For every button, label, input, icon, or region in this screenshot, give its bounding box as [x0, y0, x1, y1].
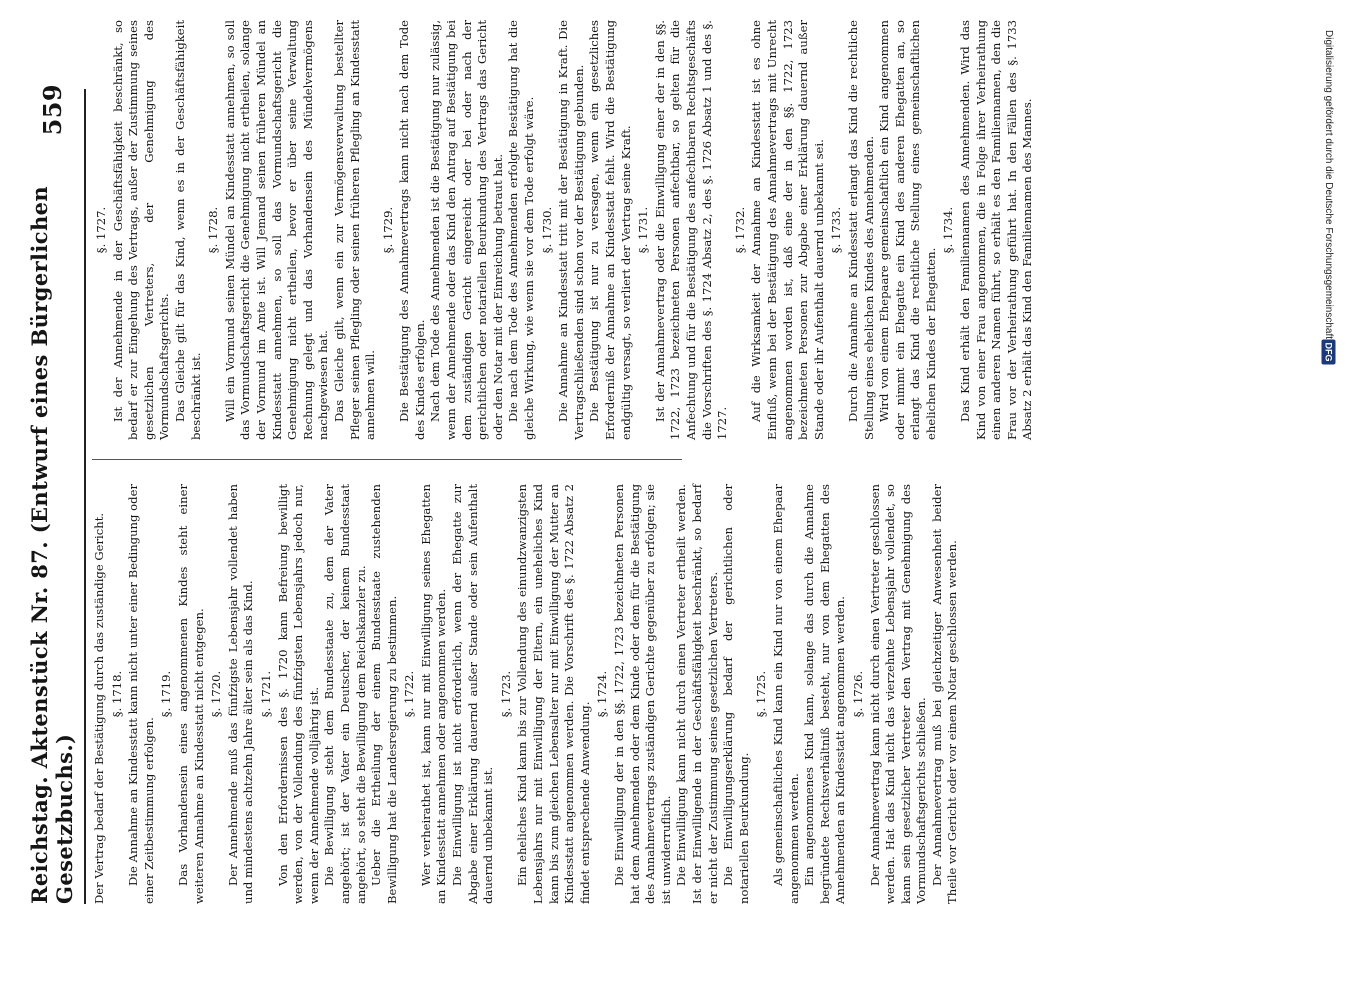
paragraph: Der Vertrag bedarf der Bestätigung durch das zuständige Gericht.: [92, 512, 106, 904]
section-heading: §. 1725.: [754, 670, 769, 718]
digitization-text: Digitalisierung gefördert durch die Deutsche Forschungsgemeinschaft: [1323, 30, 1334, 340]
paragraph: Der Annahmevertrag muß bei gleichzeitiger Anwesenheit beider Theile vor Gericht oder vor einem Notar geschlossen werden.: [929, 484, 960, 904]
paragraph: Die Einwilligung ist nicht erforderlich, wenn der Ehegatte zur Abgabe einer Erklärung dauernd außer Stande oder sein Aufenthalt dauernd unbekannt ist.: [450, 484, 496, 904]
paragraph: Will ein Vormund seinen Mündel an Kindesstatt annehmen, so soll das Vormundschaftsgericht die Genehmigung nicht ertheilen, solange der Vormund im Amte ist. Will Jemand seinen früheren Mündel an Kindesstatt annehmen, so soll das Vormundschaftsgericht die Genehmigung nicht ertheilen, bevor er über seine Verwaltung Rechnung gelegt und das Vorhandensein des Mündelvermögens nachgewiesen hat.: [222, 20, 331, 440]
paragraph: Die Bestätigung ist nur zu versagen, wenn ein gesetzliches Erforderniß der Annahme an Kindesstatt fehlt. Wird die Bestätigung endgültig versagt, so verliert der Vertrag seine Kraft.: [587, 20, 633, 440]
paragraph: Die Annahme an Kindesstatt kann nicht unter einer Bedingung oder einer Zeitbestimmung erfolgen.: [126, 484, 156, 904]
column-divider: [92, 459, 682, 460]
paragraph: Die Annahme an Kindesstatt tritt mit der Bestätigung in Kraft. Die Vertragschließenden sind schon vor der Bestätigung gebunden.: [556, 20, 586, 440]
section-heading: §. 1719.: [159, 670, 174, 718]
paragraph: Durch die Annahme an Kindesstatt erlangt das Kind die rechtliche Stellung eines ehelichen Kindes des Annehmenden.: [845, 20, 876, 440]
dfg-logo: DFG: [1322, 340, 1336, 365]
paragraph: Der Annehmende muß das fünfzigste Lebensjahr vollendet haben und mindestens achtzehn Jahre älter sein als das Kind.: [225, 484, 256, 904]
section-heading: §. 1723.: [498, 670, 513, 718]
section-heading: §. 1732.: [732, 206, 747, 254]
section-heading: §. 1730.: [539, 206, 554, 254]
digitization-note: [1316, 30, 1341, 990]
section-heading: §. 1720.: [209, 670, 224, 718]
paragraph: Die Einwilligung der in den §§. 1722, 1723 bezeichneten Personen hat dem Annehmenden oder dem Kinde oder dem für die Bestätigung des Annahmevertrags zuständigen Gerichte gegenüber zu erfolgen; sie ist unwiderruflich.: [612, 484, 673, 904]
page-header: [22, 84, 82, 904]
paragraph: Auf die Wirksamkeit der Annahme an Kindesstatt ist es ohne Einfluß, wenn bei der Bestätigung des Annahmevertrags mit Unrecht angenommen worden ist, daß eine der in den §§. 1722, 1723 bezeichneten Personen zur Abgabe einer Erklärung dauernd außer Stande oder ihr Aufenthalt dauernd unbekannt sei.: [749, 20, 826, 440]
paragraph: Ein eheliches Kind kann bis zur Vollendung des einundzwanzigsten Lebensjahrs nur mit Einwilligung der Eltern, ein uneheliches Kind kann bis zum gleichen Lebensalter nur mit Einwilligung der Mutter an Kindesstatt angenommen werden. Die Vorschrift des §. 1722 Absatz 2 findet entsprechende Anwendung.: [515, 484, 592, 904]
paragraph: Von den Erfordernissen des §. 1720 kann Befreiung bewilligt werden, von der Vollendung des fünfzigsten Lebensjahrs jedoch nur, wenn der Annehmende volljährig ist.: [275, 484, 321, 904]
paragraph: Die Bewilligung steht dem Bundesstaate zu, dem der Vater angehört; ist der Vater ein Deutscher, der keinem Bundesstaat angehört, so steht die Bewilligung dem Reichskanzler zu.: [322, 484, 368, 904]
paragraph: Ist der Annahmevertrag oder die Einwilligung einer der in den §§. 1722, 1723 bezeichneten Personen anfechtbar, so gelten für die Anfechtung und für die Bestätigung des anfechtbaren Rechtsgeschäfts die Vorschriften des §. 1724 Absatz 2, des §. 1726 Absatz 1 und des §. 1727.: [652, 20, 730, 440]
section-heading: §. 1727.: [94, 206, 108, 254]
section-heading: §. 1726.: [850, 670, 865, 718]
paragraph: Die Einwilligungserklärung bedarf der gerichtlichen oder notariellen Beurkundung.: [721, 484, 751, 904]
paragraph: Die nach dem Tode des Annehmenden erfolgte Bestätigung hat die gleiche Wirkung, wie wenn sie vor dem Tode erfolgt wäre.: [506, 20, 537, 440]
paragraph: Als gemeinschaftliches Kind kann ein Kind nur von einem Ehepaar angenommen werden.: [770, 484, 801, 904]
column-right: [92, 20, 1035, 440]
paragraph: Ein angenommenes Kind kann, solange das durch die Annahme begründete Rechtsverhältniß besteht, nur von dem Ehegatten des Annehmenden an Kindesstatt angenommen werden.: [802, 484, 848, 904]
section-heading: §. 1733.: [829, 206, 844, 254]
paragraph: Das Gleiche gilt, wenn ein zur Vermögensverwaltung bestellter Pfleger seinen Pflegling oder seinen früheren Pflegling an Kindesstatt annehmen will.: [331, 20, 378, 440]
paragraph: Die Einwilligung kann nicht durch einen Vertreter ertheilt werden. Ist der Einwilligende in der Geschäftsfähigkeit beschränkt, so bedarf er nicht der Zustimmung seines gesetzlichen Vertreters.: [674, 484, 720, 904]
section-heading: §. 1728.: [206, 206, 221, 254]
section-heading: §. 1729.: [380, 206, 395, 254]
section-heading: §. 1731.: [636, 206, 651, 254]
section-heading: §. 1721.: [258, 670, 273, 718]
paragraph: Nach dem Tode des Annehmenden ist die Bestätigung nur zulässig, wenn der Annehmende oder das Kind den Antrag auf Bestätigung bei dem zuständigen Gericht eingereicht oder bei oder nach der gerichtlichen oder notariellen Beurkundung des Vertrags das Gericht oder den Notar mit der Einreichung betraut hat.: [428, 20, 505, 440]
section-heading: §. 1734.: [941, 206, 956, 254]
paragraph: Ist der Annehmende in der Geschäftsfähigkeit beschränkt, so bedarf er zur Eingehung des Vertrags, außer der Zustimmung seines gesetzlichen Vertreters, der Genehmigung des Vormundschaftsgerichts.: [110, 20, 172, 440]
paragraph: Der Annahmevertrag kann nicht durch einen Vertreter geschlossen werden. Hat das Kind nicht das vierzehnte Lebensjahr vollendet, so kann sein gesetzlicher Vertreter den Vertrag mit Genehmigung des Vormundschaftsgerichts schließen.: [867, 484, 929, 904]
paragraph: Das Gleiche gilt für das Kind, wenn es in der Geschäftsfähigkeit beschränkt ist.: [172, 20, 203, 440]
section-heading: §. 1724.: [595, 670, 610, 718]
column-left: [92, 484, 960, 904]
paragraph: Das Vorhandensein eines angenommenen Kindes steht einer weiteren Annahme an Kindesstatt nicht entgegen.: [175, 484, 206, 904]
paragraph: Wer verheirathet ist, kann nur mit Einwilligung seines Ehegatten an Kindesstatt annehmen oder angenommen werden.: [418, 484, 449, 904]
paragraph: Die Bestätigung des Annahmevertrags kann nicht nach dem Tode des Kindes erfolgen.: [397, 20, 427, 440]
running-head: Reichstag. Aktenstück Nr. 87. (Entwurf eines Bürgerlichen Gesetzbuchs.): [27, 185, 77, 904]
paragraph: Das Kind erhält den Familiennamen des Annehmenden. Wird das Kind von einer Frau angenommen, die in Folge ihrer Verheirathung einen anderen Namen führt, so erhält es den Familiennamen, den die Frau vor der Verheirathung geführt hat. In den Fällen des §. 1733 Absatz 2 erhält das Kind den Familiennamen des Mannes.: [958, 20, 1035, 440]
paragraph: Ueber die Ertheilung der einem Bundesstaate zustehenden Bewilligung hat die Landesregierung zu bestimmen.: [369, 484, 399, 904]
header-rule: [84, 89, 86, 904]
section-heading: §. 1718.: [109, 670, 124, 718]
page-number: 559: [37, 84, 67, 136]
paragraph: Wird von einem Ehepaare gemeinschaftlich ein Kind angenommen oder nimmt ein Ehegatte ein Kind des anderen Ehegatten an, so erlangt das Kind die rechtliche Stellung eines gemeinschaftlichen ehelichen Kindes der Ehegatten.: [877, 20, 938, 440]
section-heading: §. 1722.: [402, 670, 417, 718]
